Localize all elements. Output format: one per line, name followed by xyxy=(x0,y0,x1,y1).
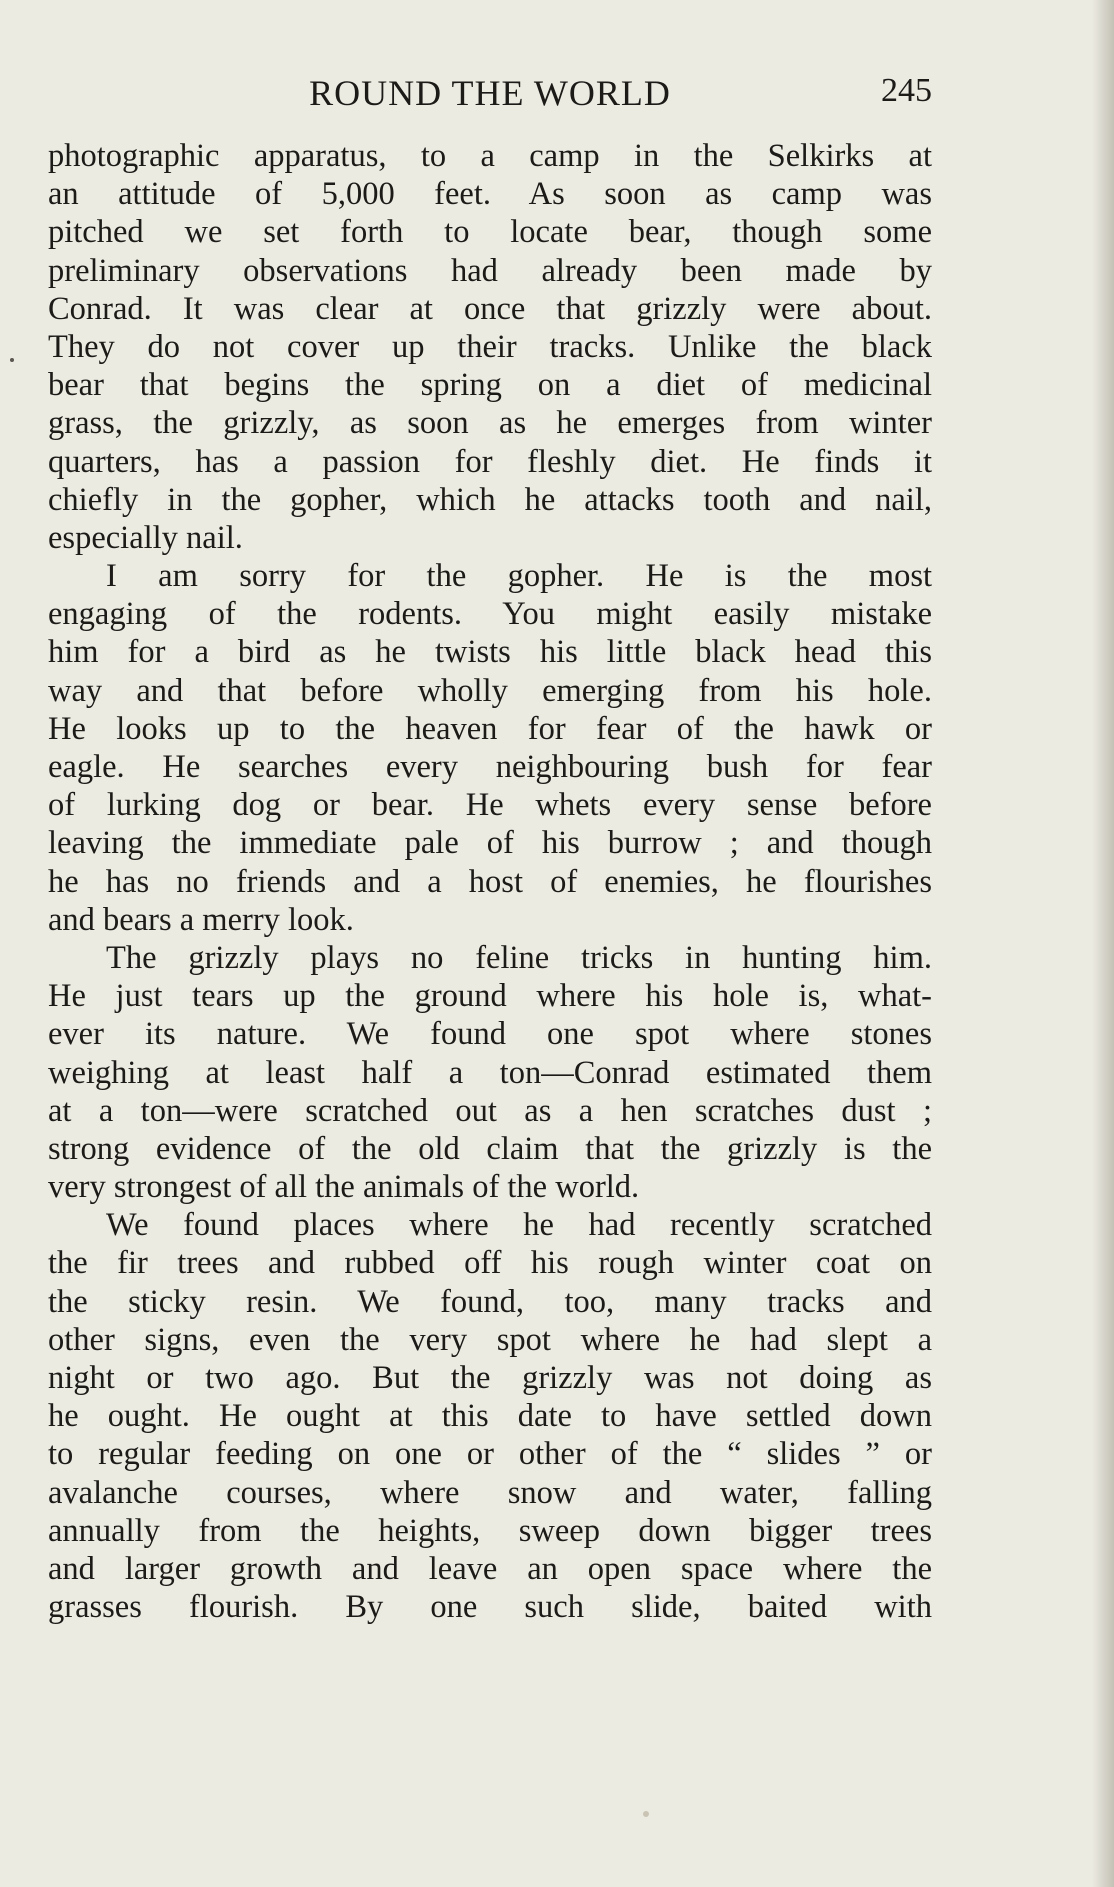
text-line: he ought. He ought at this date to have settled down xyxy=(48,1398,932,1435)
text-line: night or two ago. But the grizzly was not doing as xyxy=(48,1360,932,1396)
text-line: photographic apparatus, to a camp in the Selkirks at xyxy=(48,138,932,174)
text-line: ever its nature. We found one spot where stones xyxy=(48,1016,932,1053)
text-line: an attitude of 5,000 feet. As soon as camp was xyxy=(48,176,932,213)
text-line: and larger growth and leave an open space where the xyxy=(48,1550,932,1587)
text-line: he has no friends and a host of enemies, he flourishes xyxy=(48,863,932,900)
text-line: bear that begins the spring on a diet of medicinal xyxy=(48,367,932,404)
text-line: weighing at least half a ton—Conrad estimated them xyxy=(48,1054,932,1091)
text-line: chiefly in the gopher, which he attacks tooth and nail, xyxy=(48,481,932,518)
text-line: the sticky resin. We found, too, many tracks and xyxy=(48,1283,932,1320)
page-header xyxy=(48,72,932,122)
text-line: other signs, even the very spot where he had slept a xyxy=(48,1321,932,1358)
text-line: of lurking dog or bear. He whets every sense before xyxy=(48,787,932,824)
running-head: ROUND THE WORLD xyxy=(309,73,671,113)
body-text xyxy=(48,137,932,1626)
text-line: pitched we set forth to locate bear, though some xyxy=(48,214,932,251)
margin-mark xyxy=(10,358,14,362)
text-line: the fir trees and rubbed off his rough winter coat on xyxy=(48,1245,932,1282)
text-line: He just tears up the ground where his hole is, what- xyxy=(48,978,932,1015)
text-line: and bears a merry look. xyxy=(48,901,354,938)
text-line: grass, the grizzly, as soon as he emerges from winter xyxy=(48,405,932,442)
text-line: to regular feeding on one or other of the “ slides ” or xyxy=(48,1436,932,1473)
text-line: Conrad. It was clear at once that grizzly were about. xyxy=(48,290,932,327)
page-number: 245 xyxy=(881,72,932,109)
text-line: him for a bird as he twists his little black head this xyxy=(48,634,932,671)
text-line: engaging of the rodents. You might easily mistake xyxy=(48,596,932,633)
text-line: grasses flourish. By one such slide, baited with xyxy=(48,1589,932,1626)
page-edge-shadow xyxy=(1092,0,1114,1887)
text-line: quarters, has a passion for fleshly diet. He finds it xyxy=(48,443,932,480)
text-line: The grizzly plays no feline tricks in hunting him. xyxy=(106,939,932,976)
text-line: especially nail. xyxy=(48,519,243,556)
text-line: eagle. He searches every neighbouring bush for fear xyxy=(48,749,932,785)
text-line: leaving the immediate pale of his burrow ; and though xyxy=(48,825,932,862)
text-line: He looks up to the heaven for fear of the hawk or xyxy=(48,710,932,747)
text-line: I am sorry for the gopher. He is the most xyxy=(106,558,932,595)
text-line: very strongest of all the animals of the world. xyxy=(48,1169,640,1206)
paper-speck xyxy=(643,1811,649,1817)
text-line: avalanche courses, where snow and water, falling xyxy=(48,1474,932,1511)
text-line: strong evidence of the old claim that the grizzly is the xyxy=(48,1130,932,1167)
text-line: We found places where he had recently scratched xyxy=(106,1207,932,1244)
text-line: annually from the heights, sweep down bigger trees xyxy=(48,1512,932,1549)
text-line: preliminary observations had already been made by xyxy=(48,252,932,289)
text-line: way and that before wholly emerging from his hole. xyxy=(48,672,932,709)
text-line: at a ton—were scratched out as a hen scratches dust ; xyxy=(48,1092,932,1129)
text-line: They do not cover up their tracks. Unlike the black xyxy=(48,328,932,365)
